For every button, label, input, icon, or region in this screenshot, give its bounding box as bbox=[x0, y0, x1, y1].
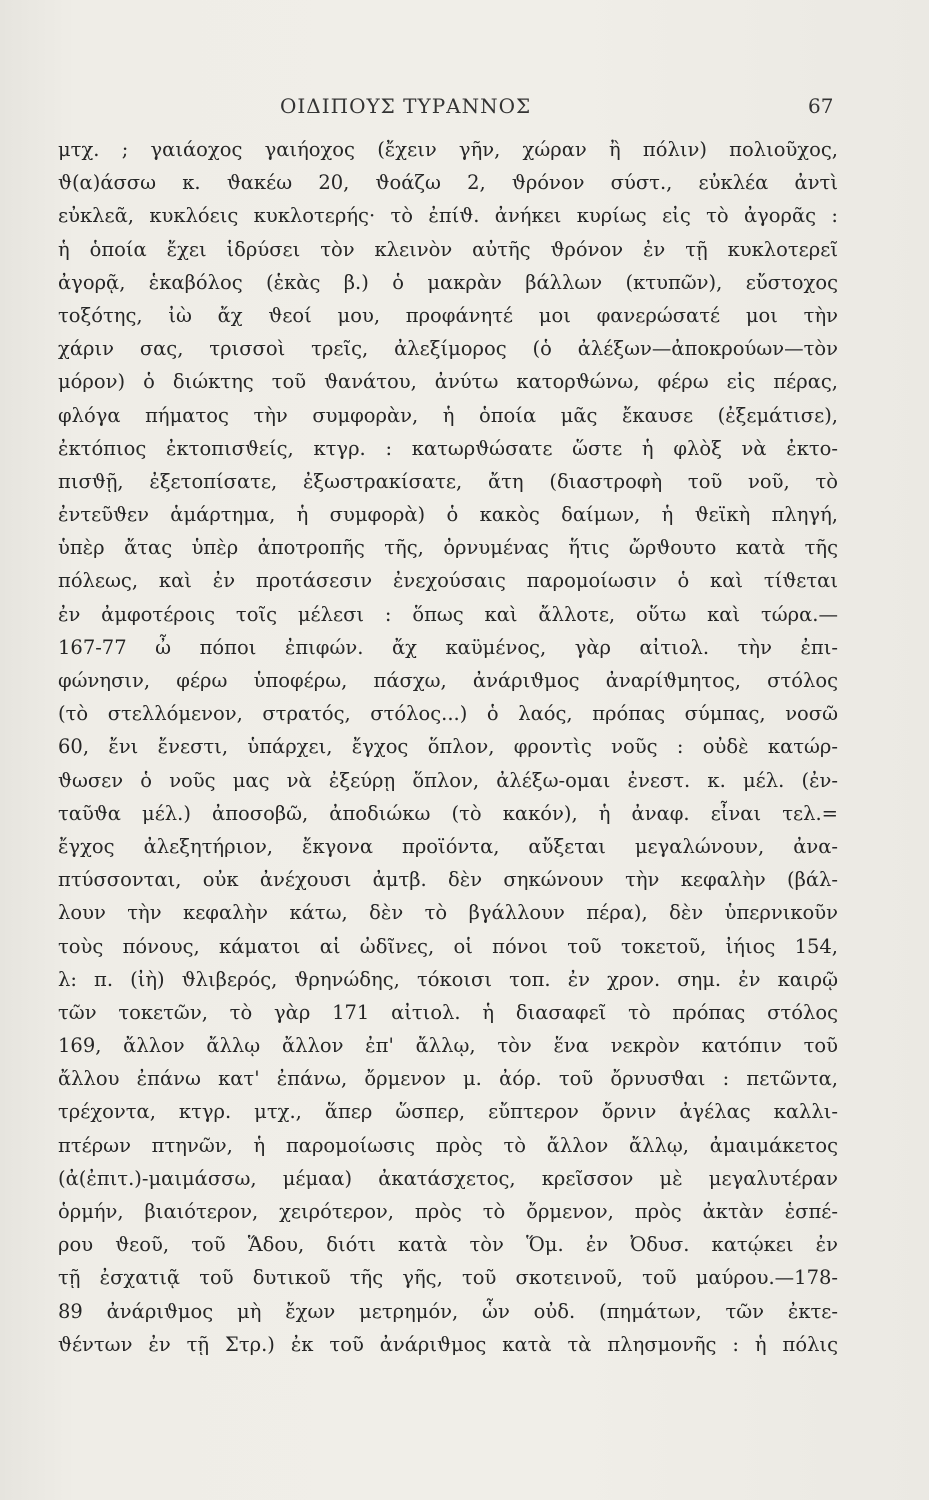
text-line: ἔγχος ἀλεξητήριον, ἔκγονα προϊόντα, αὔξεται μεγαλώνουν, ἀνα- bbox=[58, 834, 838, 858]
text-line: ἡ ὁποία ἔχει ἱδρύσει τὸν κλεινὸν αὐτῆς ϑρόνον ἐν τῇ κυκλοτερεῖ bbox=[58, 237, 838, 261]
text-line: τῇ ἐσχατιᾷ τοῦ δυτικοῦ τῆς γῆς, τοῦ σκοτεινοῦ, τοῦ μαύρου.—178- bbox=[58, 1266, 838, 1290]
text-line: φώνησιν, φέρω ὑποφέρω, πάσχω, ἀνάριϑμος ἀναρίϑμητος, στόλος bbox=[58, 669, 838, 692]
text-line: (ἀ(ἐπιτ.)-μαιμάσσω, μέμαα) ἀκατάσχετος, κρεῖσσον μὲ μεγαλυτέραν bbox=[58, 1166, 838, 1190]
page-number: 67 bbox=[808, 94, 834, 118]
text-line: πτέρων πτηνῶν, ἡ παρομοίωσις πρὸς τὸ ἄλλον ἄλλῳ, ἀμαιμάκετος bbox=[58, 1133, 838, 1157]
text-line: 167-77 ὦ πόποι ἐπιφών. ἄχ καϋμένος, γὰρ αἰτιολ. τὴν ἐπι- bbox=[58, 635, 838, 659]
page-header bbox=[0, 94, 929, 124]
text-line: πόλεως, καὶ ἐν προτάσεσιν ἐνεχούσαις παρομοίωσιν ὁ καὶ τίϑεται bbox=[58, 569, 838, 593]
text-line: τῶν τοκετῶν, τὸ γὰρ 171 αἰτιολ. ἡ διασαφεῖ τὸ πρόπας στόλος bbox=[58, 1000, 838, 1024]
text-line: ἄλλου ἐπάνω κατ' ἐπάνω, ὄρμενον μ. ἀόρ. τοῦ ὄρνυσϑαι : πετῶντα, bbox=[58, 1067, 838, 1091]
text-line: λ: π. (ἰὴ) ϑλιβερός, ϑρηνώδης, τόκοισι τοπ. ἐν χρον. σημ. ἐν καιρῷ bbox=[58, 967, 838, 991]
text-line: μτχ. ; γαιάοχος γαιήοχος (ἔχειν γῆν, χώραν ἢ πόλιν) πολιοῦχος, bbox=[58, 138, 838, 161]
text-line: πτύσσονται, οὐκ ἀνέχουσι ἀμτβ. δὲν σηκώνουν τὴν κεφαλὴν (βάλ- bbox=[58, 868, 838, 892]
text-line: χάριν σας, τρισσοὶ τρεῖς, ἀλεξίμορος (ὁ ἀλέξων—ἀποκρούων—τὸν bbox=[58, 337, 838, 361]
text-line: ἀγορᾷ, ἑκαβόλος (ἑκὰς β.) ὁ μακρὰν βάλλων (κτυπῶν), εὔστοχος bbox=[58, 270, 838, 294]
text-line: τοξότης, ἰὼ ἄχ ϑεοί μου, προφάνητέ μοι φανερώσατέ μοι τὴν bbox=[58, 303, 838, 327]
text-line: 169, ἄλλον ἄλλῳ ἄλλον ἐπ' ἄλλῳ, τὸν ἕνα νεκρὸν κατόπιν τοῦ bbox=[58, 1034, 838, 1058]
text-line: εὐκλεᾶ, κυκλόεις κυκλοτερής· τὸ ἐπίϑ. ἀνήκει κυρίως εἰς τὸ ἀγορᾶς : bbox=[58, 204, 838, 228]
text-line: φλόγα πήματος τὴν συμφορὰν, ἡ ὁποία μᾶς ἔκαυσε (ἐξεμάτισε), bbox=[58, 403, 838, 427]
text-line: 89 ἀνάριϑμος μὴ ἔχων μετρημόν, ὧν οὐδ. (πημάτων, τῶν ἐκτε- bbox=[58, 1299, 838, 1323]
text-line: τοὺς πόνους, κάματοι αἱ ὠδῖνες, οἱ πόνοι τοῦ τοκετοῦ, ἰήιος 154, bbox=[58, 934, 838, 958]
text-line: πισϑῇ, ἐξετοπίσατε, ἐξωστρακίσατε, ἄτη (διαστροφὴ τοῦ νοῦ, τὸ bbox=[58, 469, 838, 493]
text-line: ἐν ἀμφοτέροις τοῖς μέλεσι : ὅπως καὶ ἄλλοτε, οὕτω καὶ τώρα.— bbox=[58, 602, 838, 626]
text-line: ρου ϑεοῦ, τοῦ Ἅδου, διότι κατὰ τὸν Ὅμ. ἐν Ὀδυσ. κατῴκει ἐν bbox=[58, 1233, 838, 1257]
text-line: ϑέντων ἐν τῇ Στρ.) ἐκ τοῦ ἀνάριϑμος κατὰ τὰ πλησμονῆς : ἡ πόλις bbox=[58, 1332, 838, 1356]
running-title: ΟΙΔΙΠΟΥΣ ΤΥΡΑΝΝΟΣ bbox=[280, 94, 532, 118]
text-line: ὁρμήν, βιαιότερον, χειρότερον, πρὸς τὸ ὄρμενον, πρὸς ἀκτὰν ἑσπέ- bbox=[58, 1200, 838, 1223]
text-line: ἐκτόπιος ἐκτοπισϑείς, κτγρ. : κατωρϑώσατε ὥστε ἡ φλὸξ νὰ ἐκτο- bbox=[58, 436, 838, 460]
text-line: 60, ἔνι ἔνεστι, ὑπάρχει, ἔγχος ὅπλον, φροντὶς νοῦς : οὐδὲ κατώρ- bbox=[58, 735, 838, 759]
text-line: τρέχοντα, κτγρ. μτχ., ἅπερ ὥσπερ, εὔπτερον ὄρνιν ἀγέλας καλλι- bbox=[58, 1100, 838, 1124]
text-line: (τὸ στελλόμενον, στρατός, στόλος...) ὁ λαός, πρόπας σύμπας, νοσῶ bbox=[58, 702, 838, 726]
text-line: ϑ(α)άσσω κ. ϑακέω 20, ϑοάζω 2, ϑρόνον σύστ., εὐκλέα ἀντὶ bbox=[58, 171, 838, 195]
text-line: ταῦϑα μέλ.) ἀποσοβῶ, ἀποδιώκω (τὸ κακόν), ἡ ἀναφ. εἶναι τελ.= bbox=[58, 801, 838, 825]
text-line: ἐντεῦϑεν ἁμάρτημα, ἡ συμφορὰ) ὁ κακὸς δαίμων, ἡ ϑεϊκὴ πληγή, bbox=[58, 503, 838, 527]
text-line: μόρον) ὁ διώκτης τοῦ ϑανάτου, ἀνύτω κατορϑώνω, φέρω εἰς πέρας, bbox=[58, 370, 838, 394]
text-line: ὑπὲρ ἄτας ὑπὲρ ἀποτροπῆς τῆς, ὀρνυμένας ἥτις ὤρϑουτο κατὰ τῆς bbox=[58, 536, 838, 560]
text-line: ϑωσεν ὁ νοῦς μας νὰ ἐξεύρῃ ὅπλον, ἀλέξω-ομαι ἐνεστ. κ. μέλ. (ἐν- bbox=[58, 768, 838, 792]
commentary-text bbox=[58, 133, 838, 1361]
text-line: λουν τὴν κεφαλὴν κάτω, δὲν τὸ βγάλλουν πέρα), δὲν ὑπερνικοῦν bbox=[58, 901, 838, 925]
